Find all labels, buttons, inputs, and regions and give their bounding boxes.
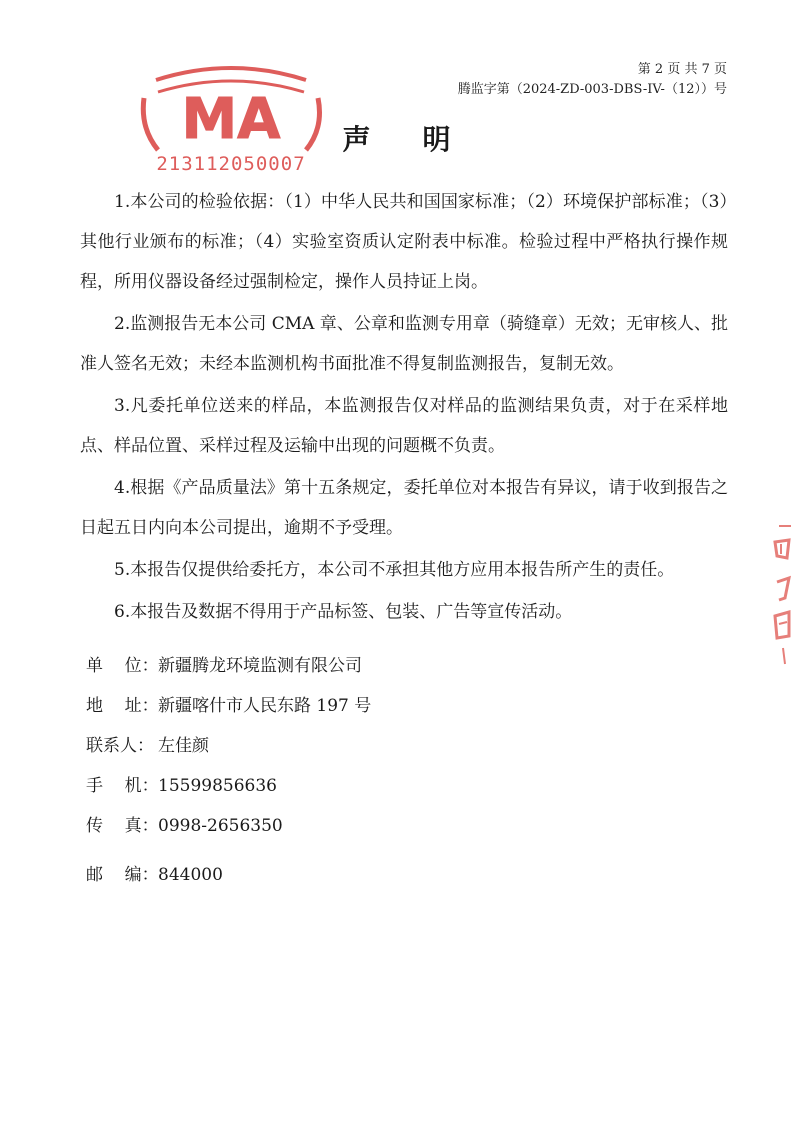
contact-info — [86, 646, 646, 895]
postcode-value: 844000 — [158, 865, 223, 885]
statement-item: 1.本公司的检验依据：（1）中华人民共和国国家标准；（2）环境保护部标准；（3）其他行业颁布的标准；（4）实验室资质认定附表中标准。检验过程中严格执行操作规程，所用仪器设备经过强制检定，操作人员持证上岗。 — [80, 192, 728, 292]
person-label: 联系人： — [86, 736, 154, 756]
fax-label: 传 真： — [86, 816, 159, 836]
seam-seal-fragment — [771, 520, 793, 670]
cma-code: 213112050007 — [156, 153, 306, 175]
cma-mark: MA — [181, 87, 281, 152]
statement-item: 6.本报告及数据不得用于产品标签、包装、广告等宣传活动。 — [114, 602, 573, 622]
statement-item: 5.本报告仅提供给委托方，本公司不承担其他方应用本报告所产生的责任。 — [114, 560, 675, 580]
statement-item: 3.凡委托单位送来的样品，本监测报告仅对样品的监测结果负责，对于在采样地点、样品位置、采样过程及运输中出现的问题概不负责。 — [80, 396, 728, 456]
fax-value: 0998-2656350 — [158, 816, 283, 836]
statement-list — [80, 182, 728, 634]
contact-row-person — [86, 726, 646, 766]
contact-row-unit — [86, 646, 646, 686]
contact-row-postcode — [86, 855, 646, 895]
page-title: 声明 — [342, 123, 503, 156]
address-label: 地 址： — [86, 696, 159, 716]
report-number: 腾监字第（2024-ZD-003-DBS-IV-（12））号 — [457, 82, 727, 97]
contact-row-fax — [86, 806, 646, 846]
phone-label: 手 机： — [86, 776, 159, 796]
phone-value: 15599856636 — [158, 776, 277, 796]
page-header — [458, 60, 727, 100]
page-number: 第 2 页 共 7 页 — [637, 62, 727, 77]
unit-label: 单 位： — [86, 656, 159, 676]
statement-item: 2.监测报告无本公司 CMA 章、公章和监测专用章（骑缝章）无效；无审核人、批准人签名无效；未经本监测机构书面批准不得复制监测报告，复制无效。 — [80, 314, 728, 374]
contact-row-phone — [86, 766, 646, 806]
unit-value: 新疆腾龙环境监测有限公司 — [158, 656, 362, 676]
statement-item: 4.根据《产品质量法》第十五条规定，委托单位对本报告有异议，请于收到报告之日起五日内向本公司提出，逾期不予受理。 — [80, 478, 728, 538]
contact-row-address — [86, 686, 646, 726]
address-value: 新疆喀什市人民东路 197 号 — [158, 696, 372, 716]
person-value: 左佳颜 — [158, 736, 209, 756]
postcode-label: 邮 编： — [86, 865, 159, 885]
